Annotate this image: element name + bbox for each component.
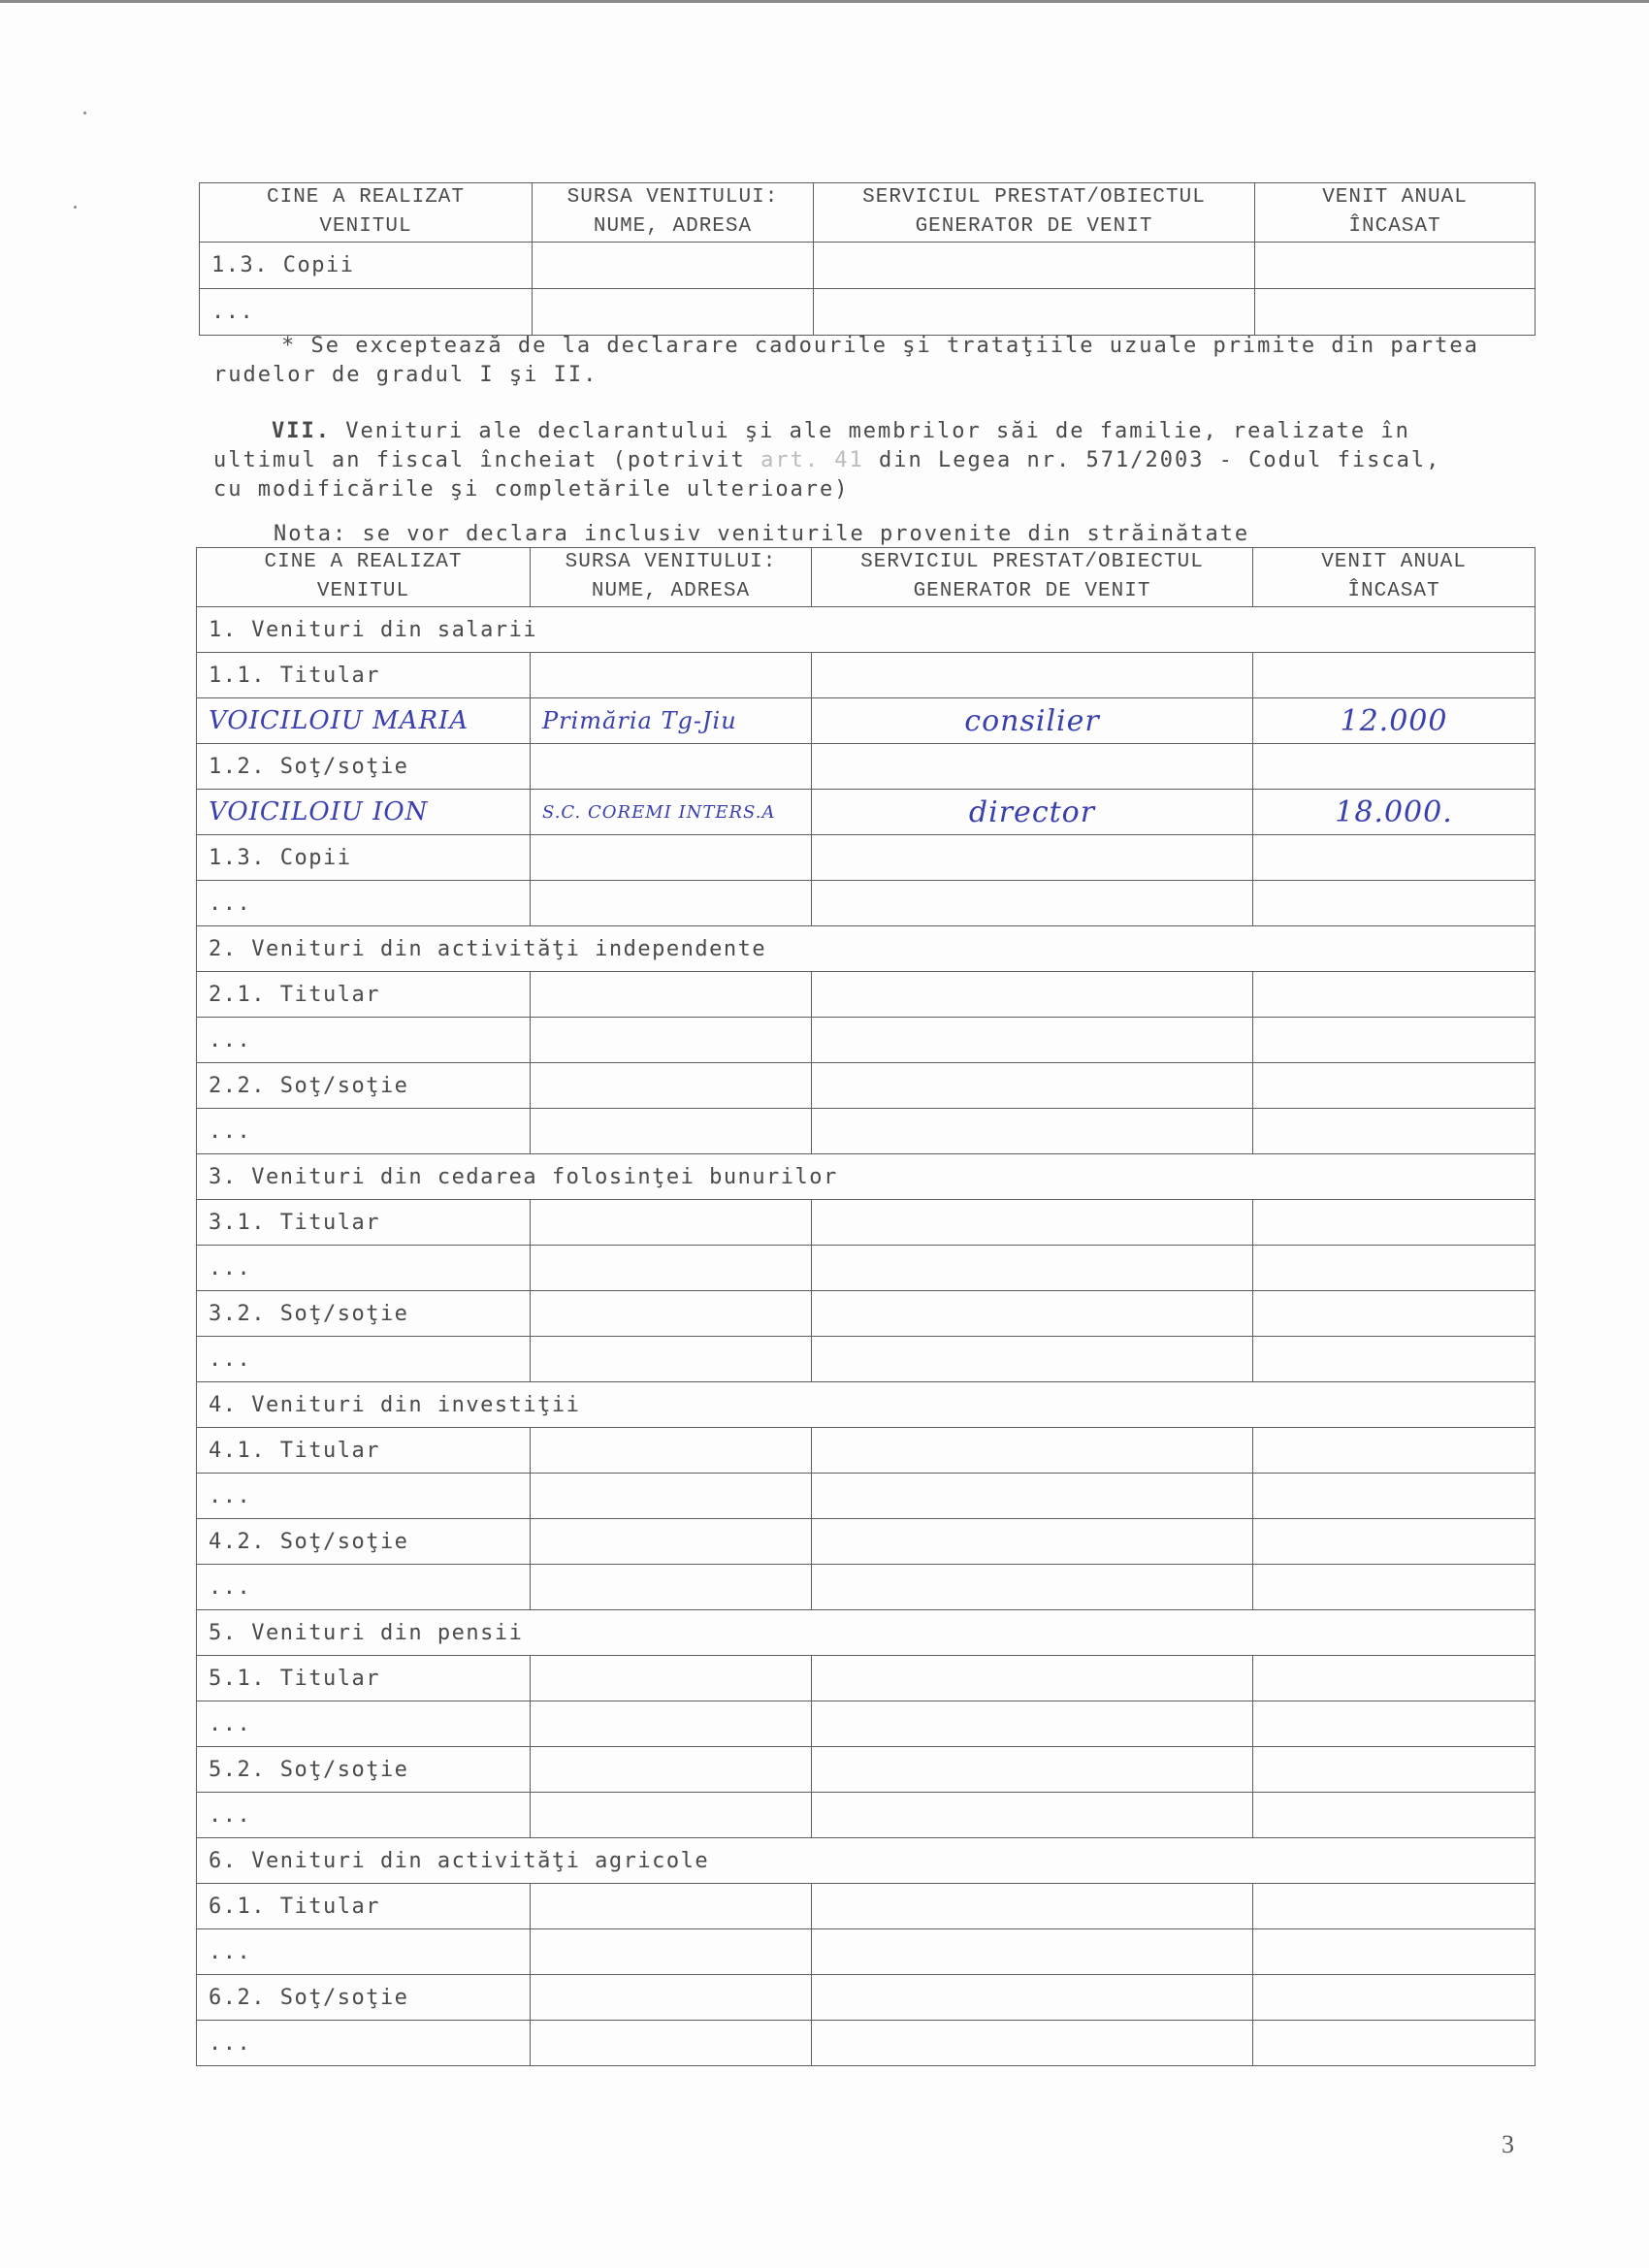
cell[interactable] [812,835,1253,881]
cell[interactable] [814,243,1255,289]
row-label: 1.3. Copii [197,835,531,881]
row-label: 4.1. Titular [197,1428,531,1474]
section-title-row [197,1838,1536,1884]
row-label: ... [197,2021,531,2066]
cell[interactable] [812,1474,1253,1519]
header-cell-source: SURSA VENITULUI: NUME, ADRESA [531,548,812,607]
cell[interactable] [531,1565,812,1610]
cell[interactable] [812,1246,1253,1291]
row-label: 1.2. Soţ/soţie [197,744,531,790]
table-row-filled [197,790,1536,835]
row-label: 3.1. Titular [197,1200,531,1246]
cell[interactable] [533,243,814,289]
section-title-row [197,926,1536,972]
cell[interactable] [1253,1109,1536,1154]
header-cell-service: SERVICIUL PRESTAT/OBIECTUL GENERATOR DE VENIT [812,548,1253,607]
cell[interactable] [531,1884,812,1929]
cell[interactable] [531,1291,812,1337]
row-label: ... [197,1793,531,1838]
cell[interactable] [1253,2021,1536,2066]
cell[interactable] [531,1975,812,2021]
handwritten-source[interactable]: S.C. COREMI INTERS.A [531,790,812,835]
header-cell-who: CINE A REALIZAT VENITUL [197,548,531,607]
row-label: ... [197,881,531,926]
cell[interactable] [531,1337,812,1382]
table-row [197,1474,1536,1519]
cell[interactable] [1253,1018,1536,1063]
section-title-row [197,1610,1536,1656]
table-row [197,1246,1536,1291]
header-cell-service: SERVICIUL PRESTAT/OBIECTUL GENERATOR DE VENIT [814,183,1255,243]
cell[interactable] [531,835,812,881]
cell[interactable] [1253,1929,1536,1975]
cell[interactable] [1253,1747,1536,1793]
cell[interactable] [1253,1246,1536,1291]
cell[interactable] [812,1063,1253,1109]
row-label: 2.1. Titular [197,972,531,1018]
row-label: ... [197,1337,531,1382]
cell[interactable] [1253,1519,1536,1565]
table-row-filled [197,698,1536,744]
cell[interactable] [812,1018,1253,1063]
cell[interactable] [1253,1200,1536,1246]
cell[interactable] [531,1474,812,1519]
table-row [197,1884,1536,1929]
table-row [197,1975,1536,2021]
cell[interactable] [812,1701,1253,1747]
cell[interactable] [1253,1565,1536,1610]
section-line-3: cu modificările şi completările ulterioare) [213,477,850,502]
scan-speck [74,206,77,209]
table-row [197,1656,1536,1701]
row-label: ... [197,1246,531,1291]
row-label: 6.1. Titular [197,1884,531,1929]
row-label: ... [200,289,533,336]
table-row [197,1565,1536,1610]
cell[interactable] [1253,1884,1536,1929]
section-line-2: ultimul an fiscal încheiat (potrivit art. 41 din Legea nr. 571/2003 - Codul fiscal, [213,448,1441,472]
cell[interactable] [812,1337,1253,1382]
cell[interactable] [1253,1701,1536,1747]
section-title: 4. Venituri din investiţii [197,1382,1536,1428]
section-title: 5. Venituri din pensii [197,1610,1536,1656]
cell[interactable] [1253,1428,1536,1474]
cell[interactable] [1253,881,1536,926]
row-label: 3.2. Soţ/soţie [197,1291,531,1337]
row-label: ... [197,1474,531,1519]
table-row [197,1063,1536,1109]
cell[interactable] [812,744,1253,790]
section-title: 6. Venituri din activităţi agricole [197,1838,1536,1884]
table-header-row [200,183,1536,243]
table-row [200,289,1536,336]
cell[interactable] [1253,1474,1536,1519]
cell[interactable] [812,972,1253,1018]
cell[interactable] [531,1246,812,1291]
cell[interactable] [1253,744,1536,790]
table-row [197,1428,1536,1474]
table-row [197,881,1536,926]
table-row [197,835,1536,881]
row-label: ... [197,1109,531,1154]
cell[interactable] [812,1656,1253,1701]
cell[interactable] [812,1200,1253,1246]
section-line-1: Venituri ale declarantului şi ale membrilor săi de familie, realizate în [330,419,1410,443]
row-label: 5.1. Titular [197,1656,531,1701]
section-title-row [197,607,1536,653]
handwritten-name[interactable]: VOICILOIU ION [197,790,531,835]
table-row [197,2021,1536,2066]
section-roman: VII. [272,419,331,443]
handwritten-service[interactable]: consilier [812,698,1253,744]
cell[interactable] [531,881,812,926]
cell[interactable] [531,744,812,790]
cell[interactable] [812,1793,1253,1838]
top-border-line [0,0,1649,3]
income-table [196,547,1536,2066]
header-cell-source: SURSA VENITULUI: NUME, ADRESA [533,183,814,243]
cell[interactable] [531,1109,812,1154]
section-title: 1. Venituri din salarii [197,607,1536,653]
cell[interactable] [812,1428,1253,1474]
cell[interactable] [1253,1291,1536,1337]
cell[interactable] [533,289,814,336]
cell[interactable] [1253,1793,1536,1838]
cell[interactable] [812,1884,1253,1929]
cell[interactable] [531,1747,812,1793]
cell[interactable] [531,1428,812,1474]
row-label: ... [197,1565,531,1610]
cell[interactable] [1253,1975,1536,2021]
row-label: 2.2. Soţ/soţie [197,1063,531,1109]
row-label: ... [197,1701,531,1747]
handwritten-service[interactable]: director [812,790,1253,835]
table-header-row [197,548,1536,607]
cell[interactable] [531,1519,812,1565]
table-row [197,1747,1536,1793]
table-row [197,653,1536,698]
cell[interactable] [531,1063,812,1109]
top-income-table [199,182,1536,336]
cell[interactable] [812,1929,1253,1975]
handwritten-amount[interactable]: 12.000 [1253,698,1536,744]
cell[interactable] [814,289,1255,336]
cell[interactable] [531,1656,812,1701]
row-label: 1.1. Titular [197,653,531,698]
table-row [197,1018,1536,1063]
cell[interactable] [1253,653,1536,698]
cell[interactable] [812,881,1253,926]
header-cell-who: CINE A REALIZAT VENITUL [200,183,533,243]
row-label: ... [197,1929,531,1975]
table-row [197,972,1536,1018]
cell[interactable] [1255,289,1536,336]
scan-speck [83,112,86,114]
table-row [197,1200,1536,1246]
row-label: 1.3. Copii [200,243,533,289]
cell[interactable] [531,972,812,1018]
section-heading [272,417,1410,446]
footnote-line-1: * Se exceptează de la declarare cadourile şi trataţiile uzuale primite din partea [281,334,1479,358]
section-title: 2. Venituri din activităţi independente [197,926,1536,972]
cell[interactable] [531,1701,812,1747]
section-title-row [197,1382,1536,1428]
row-label: 4.2. Soţ/soţie [197,1519,531,1565]
cell[interactable] [812,1109,1253,1154]
table-row [197,1291,1536,1337]
cell[interactable] [812,653,1253,698]
cell[interactable] [1253,1337,1536,1382]
header-cell-amount: VENIT ANUAL ÎNCASAT [1253,548,1536,607]
page-number: 3 [1502,2130,1514,2158]
cell[interactable] [812,1975,1253,2021]
cell[interactable] [531,1929,812,1975]
cell[interactable] [531,653,812,698]
handwritten-source[interactable]: Primăria Tg-Jiu [531,698,812,744]
handwritten-amount[interactable]: 18.000. [1253,790,1536,835]
header-cell-amount: VENIT ANUAL ÎNCASAT [1255,183,1536,243]
cell[interactable] [1253,972,1536,1018]
cell[interactable] [1253,1063,1536,1109]
row-label: 6.2. Soţ/soţie [197,1975,531,2021]
cell[interactable] [812,1291,1253,1337]
section-note: Nota: se vor declara inclusiv veniturile provenite din străinătate [274,522,1250,546]
law-article-ref[interactable]: art. 41 [760,448,864,472]
cell[interactable] [531,2021,812,2066]
cell[interactable] [531,1200,812,1246]
cell[interactable] [531,1793,812,1838]
section-title: 3. Venituri din cedarea folosinţei bunurilor [197,1154,1536,1200]
table-row [197,1109,1536,1154]
table-row [197,1701,1536,1747]
table-row [197,1929,1536,1975]
cell[interactable] [531,1018,812,1063]
cell[interactable] [812,1519,1253,1565]
footnote-line-2: rudelor de gradul I şi II. [213,363,598,387]
cell[interactable] [812,2021,1253,2066]
table-row [200,243,1536,289]
cell[interactable] [1253,835,1536,881]
cell[interactable] [1253,1656,1536,1701]
table-row [197,744,1536,790]
table-row [197,1793,1536,1838]
handwritten-name[interactable]: VOICILOIU MARIA [197,698,531,744]
table-row [197,1519,1536,1565]
section-title-row [197,1154,1536,1200]
cell[interactable] [812,1747,1253,1793]
row-label: ... [197,1018,531,1063]
cell[interactable] [1255,243,1536,289]
row-label: 5.2. Soţ/soţie [197,1747,531,1793]
table-row [197,1337,1536,1382]
cell[interactable] [812,1565,1253,1610]
